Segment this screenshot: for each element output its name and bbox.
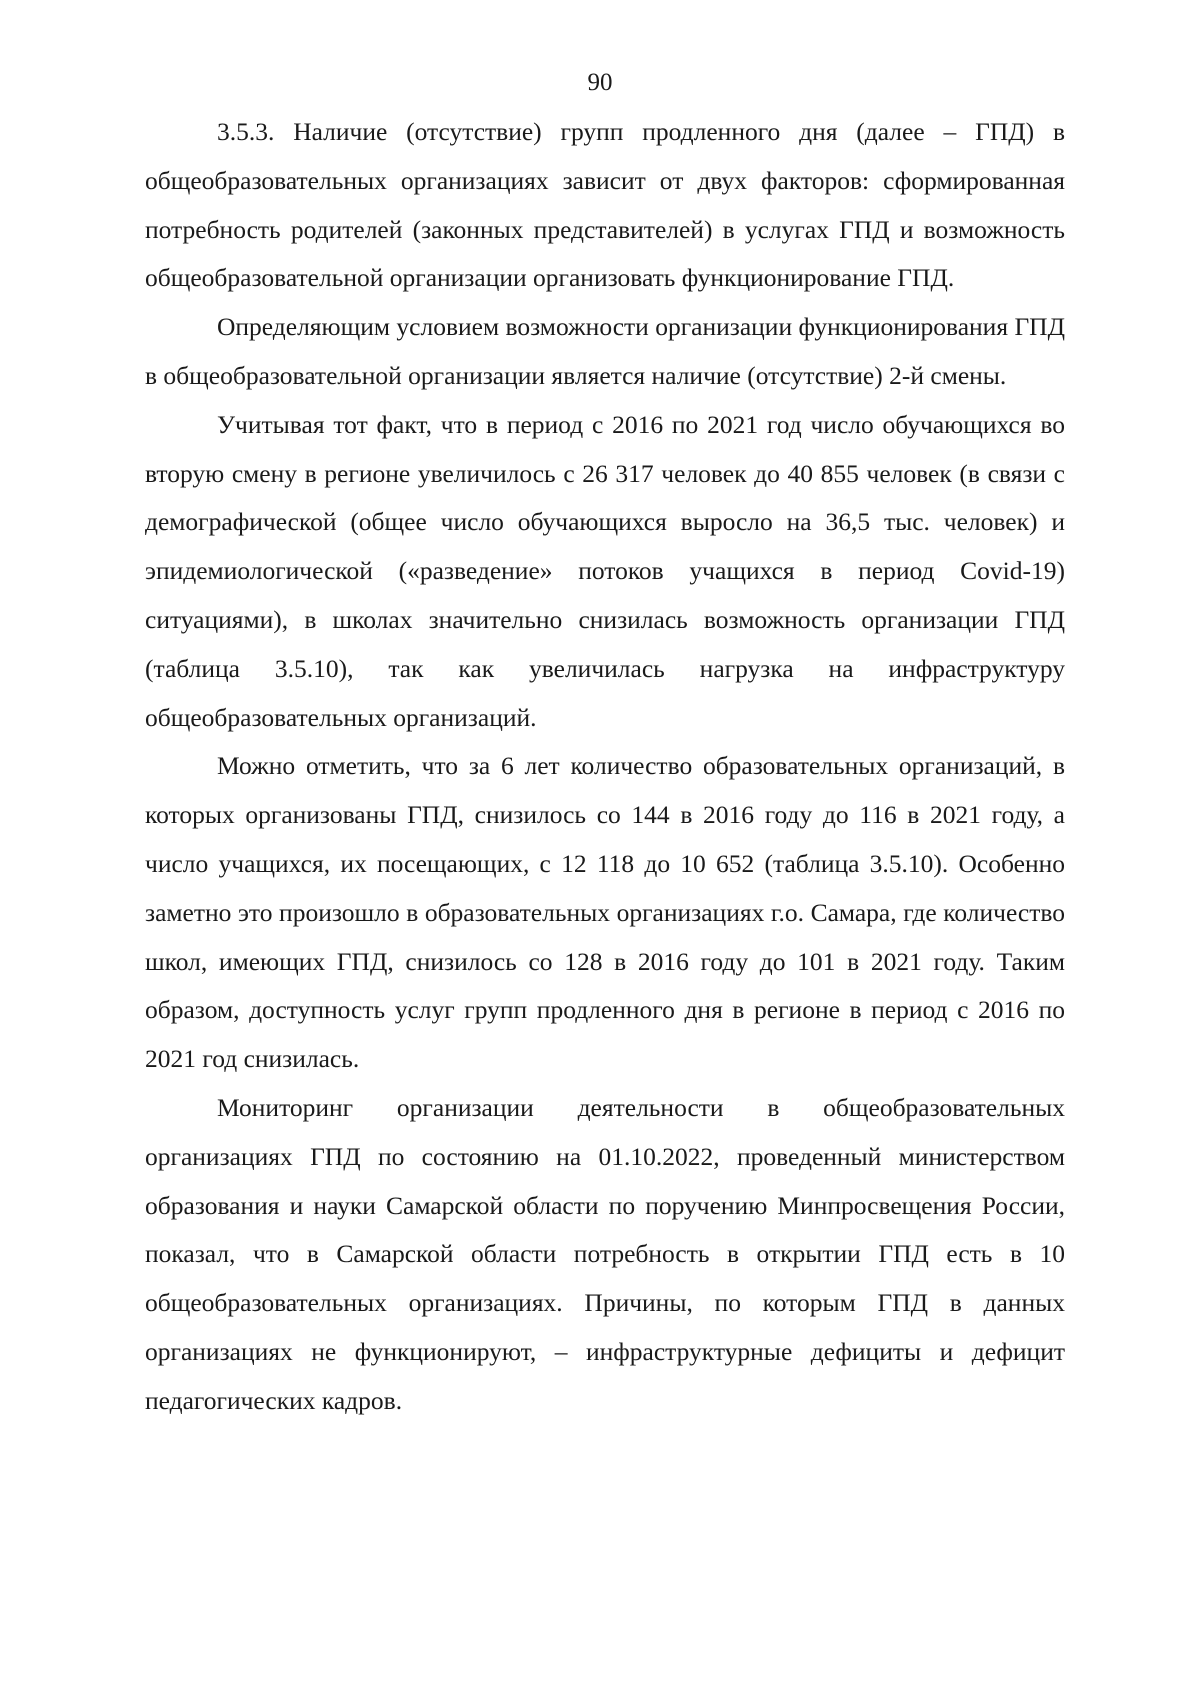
page-number: 90 xyxy=(587,69,613,96)
document-body xyxy=(145,108,1065,1426)
paragraph-determining-condition: Определяющим условием возможности организации функционирования ГПД в общеобразовательной организации является наличие (отсутствие) 2-й смены. xyxy=(145,312,1065,390)
paragraph-monitoring: Мониторинг организации деятельности в общеобразовательных организациях ГПД по состоянию на 01.10.2022, проведенный министерством образования и науки Самарской области по поручению Минпросвещения России, показал, что в Самарской области потребность в открытии ГПД есть в 10 общеобразовательных организациях. Причины, по которым ГПД в данных организациях не функционируют, – инфраструктурные дефициты и дефицит педагогических кадров. xyxy=(145,1092,1065,1415)
paragraph-gpd-decline: Можно отметить, что за 6 лет количество образовательных организаций, в которых организованы ГПД, снизилось со 144 в 2016 году до 116 в 2021 году, а число учащихся, их посещающих, с 12 118 до 10 652 (таблица 3.5.10). Особенно заметно это произошло в образовательных организациях г.о. Самара, где количество школ, имеющих ГПД, снизилось со 128 в 2016 году до 101 в 2021 году. Таким образом, доступность услуг групп продленного дня в регионе в период с 2016 по 2021 год снизилась. xyxy=(145,751,1065,1074)
paragraph-second-shift-growth: Учитывая тот факт, что в период с 2016 по 2021 год число обучающихся во вторую смену в регионе увеличилось с 26 317 человек до 40 855 человек (в связи с демографической (общее число обучающихся выросло на 36,5 тыс. человек) и эпидемиологической («разведение» потоков учащихся в период Covid-19) ситуациями), в школах значительно снизилась возможность организации ГПД (таблица 3.5.10), так как увеличилась нагрузка на инфраструктуру общеобразовательных организаций. xyxy=(145,409,1065,732)
paragraph-gpd-factors: 3.5.3. Наличие (отсутствие) групп продленного дня (далее – ГПД) в общеобразовательных организациях зависит от двух факторов: сформированная потребность родителей (законных представителей) в услугах ГПД и возможность общеобразовательной организации организовать функционирование ГПД. xyxy=(145,117,1065,293)
